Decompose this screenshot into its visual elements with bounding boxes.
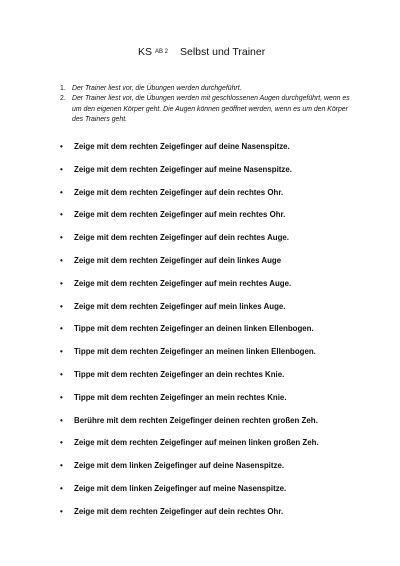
exercise-text: Zeige mit dem rechten Zeigefinger auf mein rechtes Auge. (74, 278, 292, 288)
bullet-icon: • (60, 233, 63, 243)
exercise-text: Zeige mit dem linken Zeigefinger auf deine Nasenspitze. (74, 461, 285, 471)
exercise-list (60, 141, 319, 529)
bullet-icon: • (60, 164, 63, 174)
exercise-item (60, 392, 319, 415)
exercise-text: Tippe mit dem rechten Zeigefinger an deinen linken Ellenbogen. (74, 324, 314, 334)
header-ab-label: AB 2 (155, 49, 169, 55)
bullet-icon: • (60, 369, 63, 379)
bullet-icon: • (60, 187, 63, 197)
instructions-list (60, 84, 350, 126)
bullet-icon: • (60, 483, 63, 493)
instruction-number: 2. (60, 95, 66, 103)
bullet-icon: • (60, 142, 63, 151)
exercise-item (60, 232, 319, 255)
exercise-text: Zeige mit dem rechten Zeigefinger auf meinen linken großen Zeh. (74, 438, 319, 448)
exercise-text: Tippe mit dem rechten Zeigefinger an dein rechtes Knie. (74, 369, 285, 379)
exercise-item (60, 506, 319, 529)
exercise-text: Zeige mit dem rechten Zeigefinger auf deine Nasenspitze. (74, 142, 290, 151)
exercise-text: Zeige mit dem rechten Zeigefinger auf dein linkes Auge (74, 255, 282, 265)
instruction-text: Der Trainer liest vor, die Übungen werden mit geschlossenen Augen durchgeführt, wenn es um den eigenen Körper geht. Die Augen können geöffnet werden, wenn es um den Körper des Trainers geht. (72, 95, 350, 124)
exercise-text: Zeige mit dem rechten Zeigefinger auf mein rechtes Ohr. (74, 210, 286, 220)
exercise-text: Zeige mit dem rechten Zeigefinger auf dein rechtes Ohr. (74, 187, 284, 197)
bullet-icon: • (60, 438, 63, 448)
exercise-item (60, 209, 319, 232)
bullet-icon: • (60, 255, 63, 265)
exercise-item (60, 369, 319, 392)
exercise-item (60, 415, 319, 438)
bullet-icon: • (60, 324, 63, 334)
exercise-text: Zeige mit dem rechten Zeigefinger auf dein rechtes Ohr. (74, 506, 284, 516)
exercise-text: Tippe mit dem rechten Zeigefinger an mein rechtes Knie. (74, 392, 287, 402)
exercise-item (60, 187, 319, 210)
exercise-item (60, 164, 319, 187)
header-ks: KS (138, 46, 153, 58)
document-title: Selbst und Trainer (180, 46, 266, 58)
exercise-item (60, 323, 319, 346)
bullet-icon: • (60, 506, 63, 516)
instruction-number: 1. (60, 85, 66, 92)
bullet-icon: • (60, 392, 63, 402)
exercise-item (60, 255, 319, 278)
exercise-item (60, 346, 319, 369)
exercise-item (60, 437, 319, 460)
bullet-icon: • (60, 347, 63, 357)
exercise-item (60, 460, 319, 483)
exercise-item (60, 278, 319, 301)
exercise-item (60, 483, 319, 506)
exercise-text: Zeige mit dem linken Zeigefinger auf meine Nasenspitze. (74, 483, 287, 493)
bullet-icon: • (60, 461, 63, 471)
instruction-item (60, 84, 350, 94)
bullet-icon: • (60, 415, 63, 425)
bullet-icon: • (60, 278, 63, 288)
exercise-text: Tippe mit dem rechten Zeigefinger an meinen linken Ellenbogen. (74, 347, 316, 357)
exercise-item (60, 141, 319, 164)
exercise-text: Zeige mit dem rechten Zeigefinger auf meine Nasenspitze. (74, 164, 292, 174)
document-header (0, 46, 400, 60)
exercise-text: Berühre mit dem rechten Zeigefinger deinen rechten großen Zeh. (74, 415, 318, 425)
instruction-text: Der Trainer liest vor, die Übungen werden durchgeführt. (72, 85, 242, 92)
bullet-icon: • (60, 301, 63, 311)
instruction-item (60, 94, 350, 125)
exercise-item (60, 301, 319, 324)
bullet-icon: • (60, 210, 63, 220)
exercise-text: Zeige mit dem rechten Zeigefinger auf dein rechtes Auge. (74, 233, 289, 243)
exercise-text: Zeige mit dem rechten Zeigefinger auf mein linkes Auge. (74, 301, 286, 311)
